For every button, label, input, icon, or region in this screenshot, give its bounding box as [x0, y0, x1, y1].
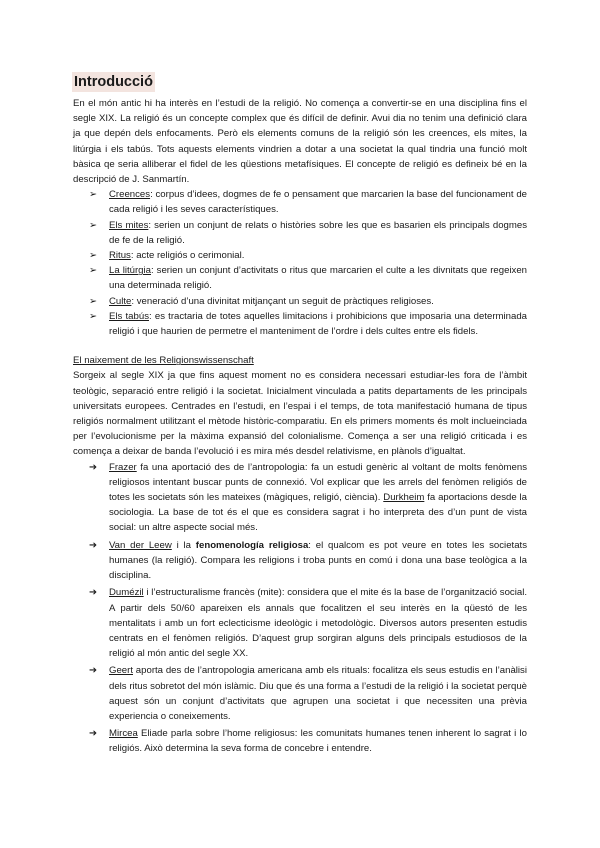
arrow-right-icon: ➔: [89, 665, 98, 677]
author-description: aporta des de l’antropologia americana amb els rituals: focalitza els seus estudis en l’anàlisi dels ritus sobretot del món islàmic. Diu que és una forma a l’estudi de la religió i la societat perquè aquest són un conjunt d’activitats que agrupen una societat i que necessiten una prèvia experiencia o coneixements.: [109, 665, 527, 722]
author-name: Van der Leew: [109, 539, 172, 551]
arrow-right-icon: ➔: [89, 539, 98, 551]
author-description: i l’estructuralisme francès (mite): considera que el mite és la base de l’organització social. A partir dels 50/60 apareixen els annals que focalitzen el seu interès en la qüestó de les mentalitats i amb un fort eclecticisme ideològic i metodològic. Diversos autors presenten estudis centrats en el fenòmen religiós. D’aquest grup sorgiran alguns dels principals estudiosos de la religió al món antic del segle XX.: [109, 587, 527, 660]
authors-list: [73, 460, 527, 757]
author-description: : el qualcom es pot veure en totes les societats humanes (la religió). Compara les religions i troba punts en comú i dona una base teològica a la disciplina.: [109, 539, 527, 582]
concept-term: Culte: [109, 295, 132, 307]
list-item: [73, 218, 527, 248]
author-description: Eliade parla sobre l’home religiosus: les comunitats humanes tenen inherent lo sagrat i lo religiós. Això determina la seva forma de concebre i entendre.: [109, 728, 527, 755]
author-name: Dumézil: [109, 587, 144, 599]
bullet-arrow-icon: ➢: [89, 189, 98, 201]
concept-definition: : acte religiós o cerimonial.: [130, 250, 245, 262]
concept-definition: : serien un conjunt d’activitats o ritus que marcarien el culte a les divnitats que regeixen una determinada religió.: [109, 265, 527, 292]
concept-term: Ritus: [109, 250, 131, 262]
author-description: fa aportacions desde la sociologia. La base de tot és el que es considera sagrat i ho interpreta des d’un punt de vista social: un altre aspecte social més.: [109, 492, 528, 534]
arrow-right-icon: ➔: [89, 587, 98, 599]
list-item: [73, 585, 527, 661]
list-item: [73, 248, 527, 263]
section-paragraph: Sorgeix al segle XIX ja que fins aquest moment no es considera necessari estudiar-les fora de l’àmbit teològic, separació entre religió i la societat. Inicialment vinculada a patits departaments de les principals universitats europees. Centrades en l’estudi, en l’espai i el temps, de tota manifestació humana de tipus religiós normalment utilitzant el mètode històric-comparatiu. En els primers moments és molt inclueinciada per l’evolucionisme per la màxima expansió del colonialisme. Comença a ser una religió criticada i es comença a deixar de banda l’evolució i es mira més desdel relativisme, en plànols d’igualtat.: [73, 370, 527, 458]
bullet-arrow-icon: ➢: [89, 295, 98, 307]
list-item: [73, 294, 527, 309]
concept-list: [73, 187, 527, 339]
list-item: [73, 263, 527, 293]
list-item: [73, 187, 527, 217]
concept-term: Creences: [109, 189, 151, 201]
author-name: Mircea: [109, 728, 138, 740]
author-name: Durkheim: [383, 492, 425, 504]
concept-term: La litúrgia: [109, 265, 151, 277]
concept-term: Els mites: [109, 219, 149, 231]
list-item: [73, 726, 527, 756]
concept-definition: : serien un conjunt de relats o històries sobre les que es basarien els principals dogmes de fe de la religió.: [109, 219, 527, 246]
concept-definition: : veneració d’una divinitat mitjançant un seguit de pràctiques religioses.: [131, 295, 434, 307]
concept-definition: : es tractaria de totes aquelles limitacions i prohibicions que imposaria una determinada religió i que haurien de permetre el manteniment de l’ordre i dels cultes entre els fidels.: [109, 310, 527, 338]
bullet-arrow-icon: ➢: [89, 219, 98, 231]
author-connector: i la: [171, 539, 196, 551]
bullet-arrow-icon: ➢: [89, 250, 98, 262]
bullet-arrow-icon: ➢: [89, 265, 98, 277]
list-item: [73, 538, 527, 584]
page-title: Introducció: [74, 74, 153, 90]
author-bold-term: fenomenología religiosa: [195, 539, 309, 551]
section-heading: El naixement de les Religionswissenschaft: [73, 355, 254, 367]
arrow-right-icon: ➔: [89, 728, 98, 740]
intro-paragraph: En el món antic hi ha interès en l’estudi de la religió. No comença a convertir-se en una disciplina fins el segle XIX. La religió és un concepte complex que és difícil de definir. Avui dia no tenim una definició clara ja que depén dels enfocaments. Però els elements comuns de la religió són les creences, els mites, la litúrgia i els tabús. Tots aquests elements vindrien a dotar a una societat la qual tindria una funció molt bàsica qe seria alliberar el fidel de les qüestions metafísiques. El concepte de religió es defineix bé en la descripció de J. Sanmartín.: [73, 98, 527, 186]
concept-term: Els tabús: [109, 310, 149, 322]
author-description: fa una aportació des de l’antropologia: fa un estudi genèric al voltant de molts fenòmens religiosos intentant buscar punts de connexió. Vol explicar que les arrels del fenòmen religiós de totes les societats són les mateixes (màgiques, religió, ciència).: [109, 461, 527, 504]
list-item: [73, 663, 527, 724]
concept-definition: : corpus d’idees, dogmes de fe o pensament que marcarien la base del funcionament de cada religió i les seves característiques.: [109, 189, 527, 216]
arrow-right-icon: ➔: [89, 461, 98, 473]
bullet-arrow-icon: ➢: [89, 310, 98, 322]
list-item: [73, 460, 527, 536]
list-item: [73, 309, 527, 339]
author-name: Geert: [109, 665, 133, 677]
author-name: Frazer: [109, 461, 137, 473]
